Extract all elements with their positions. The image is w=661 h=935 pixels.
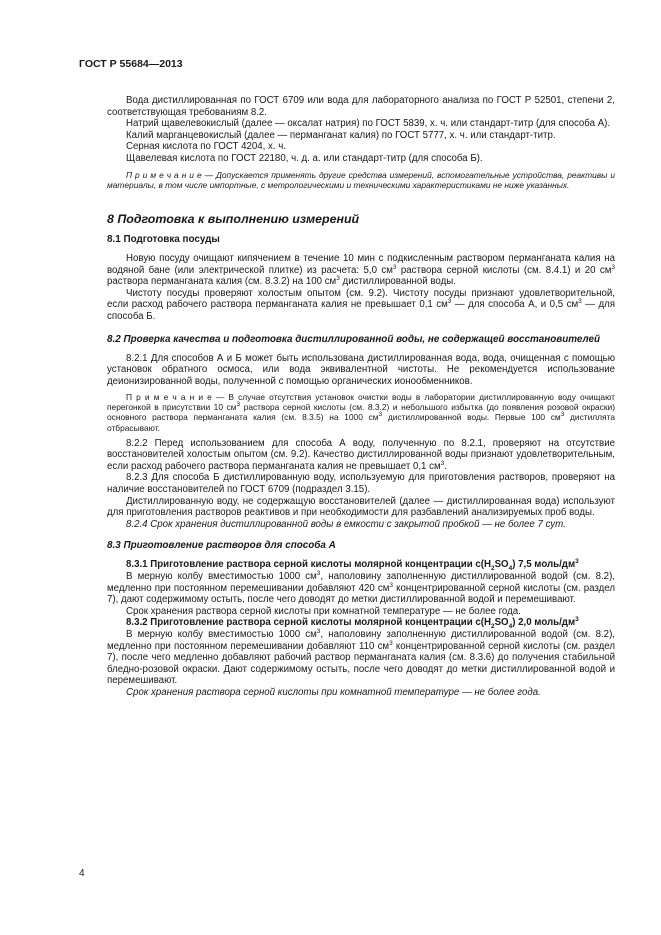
section-8-2-paragraph: Дистиллированную воду, не содержащую восстановителей (далее — дистиллированная вода) используют для приготовления растворов реактивов и при необходимости для разбавлений анализируемых проб воды. [107,495,615,519]
reagent-sodium-oxalate: Натрий щавелевокислый (далее — оксалат натрия) по ГОСТ 5839, х. ч. или стандарт-титр (для способа А). [126,118,611,130]
section-8-3-1-paragraph-1: В мерную колбу вместимостью 1000 $см^3$, наполовину заполненную дистиллированной водой (см. 8.2), медленно при постоянном перемешивании добавляют 420 $см^3$ концентрированной серной кислоты (см. раздел 7), дают содержимому остыть, после чего доводят до метки дистиллированной водой и перемешивают. [107,569,615,606]
section-8-2-4: 8.2.4 Срок хранения дистиллированной воды в емкости с закрытой пробкой — не более 7 сут. [126,518,566,530]
section-8-1-paragraph-2: Чистоту посуды проверяют холостым опытом (см. 9.2). Чистоту посуды признают удовлетворительной, если расход рабочего раствора перманганата калия не превышает 0,1 $см^3$ — для способа А, и 0,5 $см^3$ — для способа Б. [107,287,615,322]
section-8-3-title: 8.3 Приготовление растворов для способа А [107,540,336,552]
section-8-title: 8 Подготовка к выполнению измерений [107,211,360,226]
section-8-2-2: 8.2.2 Перед использованием для способа А воду, полученную по 8.2.1, проверяют на отсутствие восстановителей холостым опытом (см. 9.2). Качество дистиллированной воды признают удовлетворительным, если расход рабочего раствора перманганата калия не превышает 0,1 $см^3$. [107,437,615,472]
running-header: ГОСТ Р 55684—2013 [79,58,183,70]
section-8-3-2-title: 8.3.2 Приготовление раствора серной кислоты молярной концентрации $c(H_2SO_4)$ 2,0 моль/$дм^3$ [126,616,579,631]
page-number: 4 [79,868,85,879]
reagents-note: П р и м е ч а н и е — Допускается применять другие средства измерений, вспомогательные устройства, реактивы и материалы, в том числе импортные, с метрологическими и техническими характеристиками не ниже указанных. [107,169,615,190]
section-8-3-1-title: 8.3.1 Приготовление раствора серной кислоты молярной концентрации $c(H_2SO_4)$ 7,5 моль/$дм^3$ [126,558,579,573]
section-8-3-1-paragraph-2: Срок хранения раствора серной кислоты при комнатной температуре — не более года. [126,605,521,617]
section-8-3-2-paragraph-1: В мерную колбу вместимостью 1000 $см^3$, наполовину заполненную дистиллированной водой (см. 8.2), медленно при постоянном перемешивании добавляют 110 $см^3$ концентрированной серной кислоты (см. раздел 7), после чего медленно добавляют рабочий раствор перманганата калия (см. 8.3.6) до получения стабильной бледно-розовой окраски. Дают содержимому остыть, после чего доводят до метки дистиллированной водой и перемешивают. [107,627,615,687]
page-body [107,95,615,699]
section-8-2-3: 8.2.3 Для способа Б дистиллированную воду, используемую для приготовления растворов, проверяют на наличие восстановителей по ГОСТ 6709 (подраздел 3.15). [107,472,615,496]
reagent-oxalic-acid: Щавелевая кислота по ГОСТ 22180, ч. д. а. или стандарт-титр (для способа Б). [126,152,483,164]
section-8-1-paragraph-1: Новую посуду очищают кипячением в течение 10 мин с подкисленным раствором перманганата калия на водяной бане (или электрической плитке) из расчета: 5,0 $см^3$ раствора серной кислоты (см. 8.4.1) и 20 $см^3$ раствора перманганата калия (см. 8.3.2) на 100 $см^3$ дистиллированной воды. [107,252,615,288]
reagent-water: Вода дистиллированная по ГОСТ 6709 или вода для лабораторного анализа по ГОСТ Р 52501, степени 2, соответствующая требованиям 8.2. [107,95,615,118]
section-8-2-1: 8.2.1 Для способов А и Б может быть использована дистиллированная вода, вода, очищенная с помощью установок обратного осмоса, или вода эквивалентной чистоты. Не рекомендуется использование деионизированной воды, полученной с помощью органических ионообменников. [107,352,615,387]
section-8-1-title: 8.1 Подготовка посуды [107,234,220,246]
reagent-potassium-permanganate: Калий марганцевокислый (далее — перманганат калия) по ГОСТ 5777, х. ч. или стандарт-титр. [126,129,556,141]
reagent-sulfuric-acid: Серная кислота по ГОСТ 4204, х. ч. [126,141,287,153]
section-8-2-title: 8.2 Проверка качества и подготовка дистиллированной воды, не содержащей восстановителей [107,333,601,345]
section-8-3-2-paragraph-2: Срок хранения раствора серной кислоты при комнатной температуре — не более года. [126,686,541,698]
section-8-2-note: П р и м е ч а н и е — В случае отсутствия установок очистки воды в лаборатории дистиллированную воду очищают перегонкой в присутствии 10 $см^3$ раствора серной кислоты (см. 8.3.2) и небольшого избытка (до появления розовой окраски) основного раствора перманганата калия (см. 8.3.5) на 1000 $см^3$ дистиллированной воды. Первые 100 $см^3$ дистиллята отбрасывают. [107,392,615,433]
